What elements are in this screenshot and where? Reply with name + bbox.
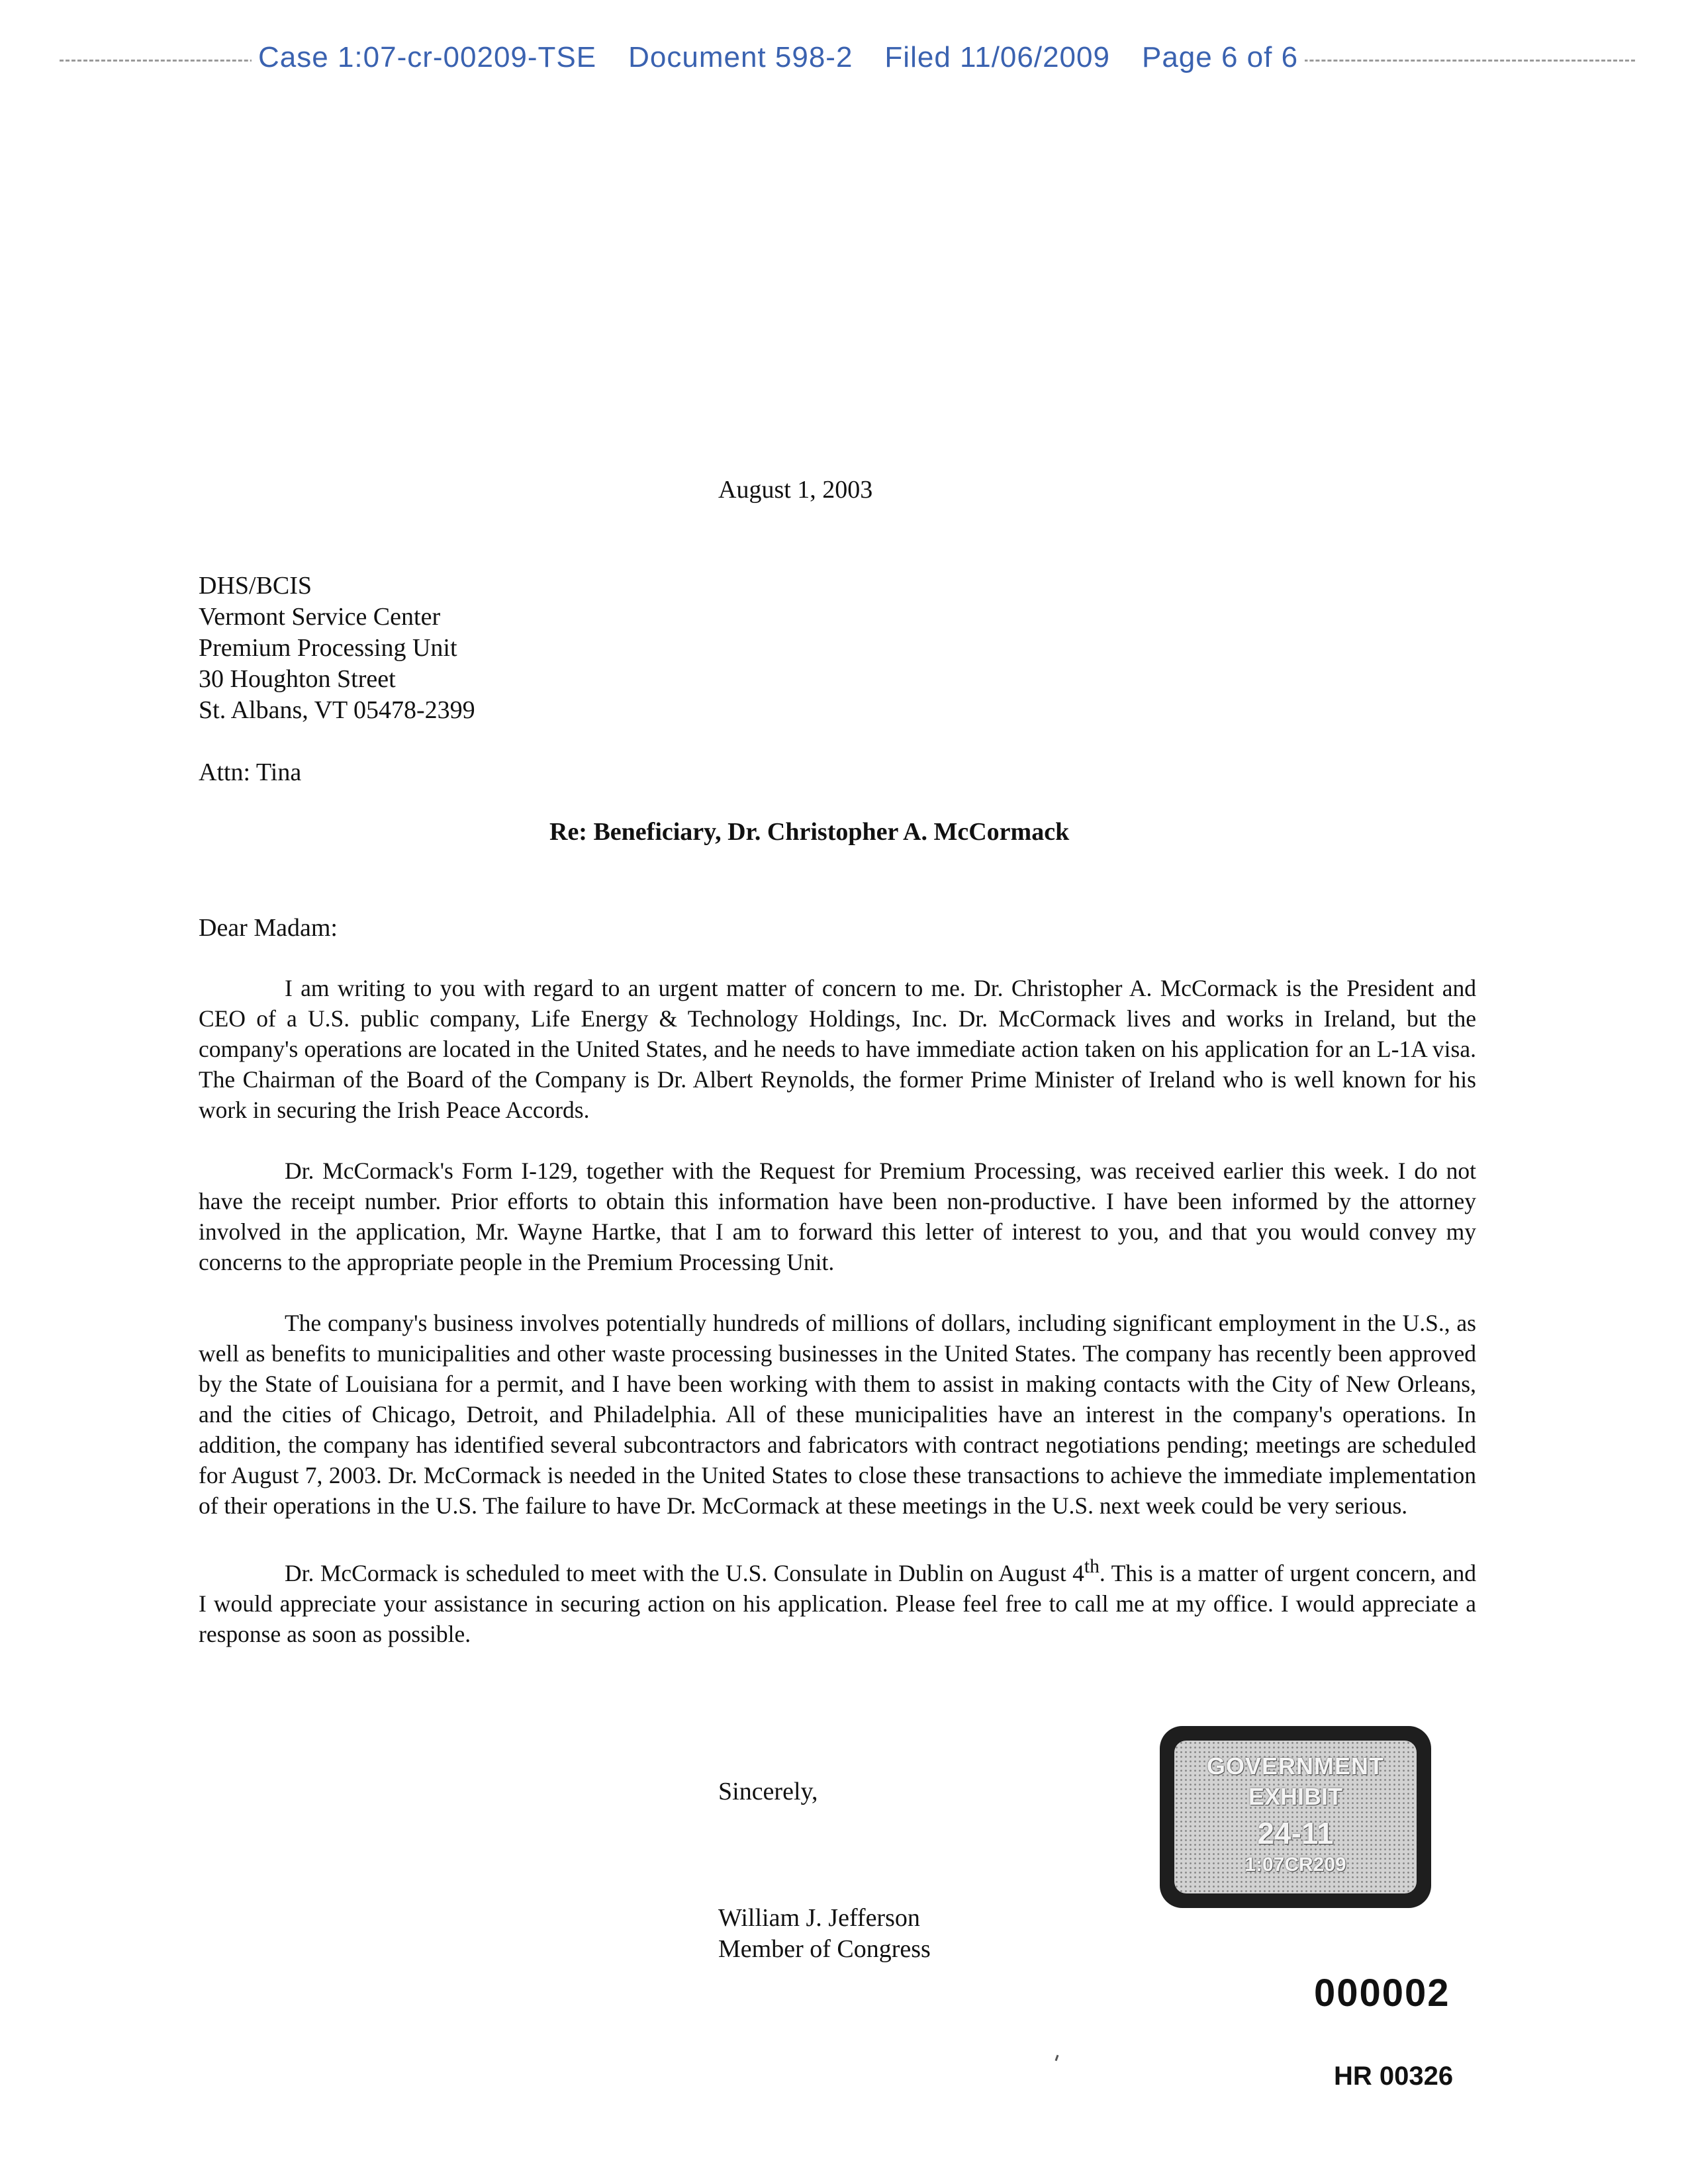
stamp-case-number: 1:07CR209 [1244,1854,1346,1876]
document-number: Document 598-2 [628,41,853,73]
address-line: DHS/BCIS [199,572,312,600]
signer-title: Member of Congress [718,1935,931,1963]
recipient-address [199,570,475,726]
subject-line: Re: Beneficiary, Dr. Christopher A. McCormack [549,818,1070,846]
case-number: Case 1:07-cr-00209-TSE [258,41,597,73]
attention-line: Attn: Tina [199,758,302,786]
address-line: Premium Processing Unit [199,634,457,662]
address-line: Vermont Service Center [199,603,441,631]
stamp-exhibit-number: 24-11 [1257,1816,1334,1850]
body-paragraph: Dr. McCormack's Form I-129, together with the Request for Premium Processing, was received earlier this week. I do not have the receipt number. Prior efforts to obtain this information have been non-productive. I have been informed by the attorney involved in the application, Mr. Wayne Hartke, that I am to forward this letter of interest to you, and that you would convey my concerns to the appropriate people in the Premium Processing Unit. [199,1158,1476,1275]
body-paragraph: The company's business involves potentially hundreds of millions of dollars, including significant employment in the U.S., as well as benefits to municipalities and other waste processing businesses in the United States. The company has recently been approved by the State of Louisiana for a permit, and I have been working with them to assist in making contacts with the City of New Orleans, and the cities of Chicago, Detroit, and Philadelphia. All of these municipalities have an interest in the company's operations. In addition, the company has identified several subcontractors and fabricators with contract negotiations pending; meetings are scheduled for August 7, 2003. Dr. McCormack is needed in the United States to close these transactions to achieve the immediate implementation of their operations in the U.S. The failure to have Dr. McCormack at these meetings in the U.S. next week could be very serious. [199,1310,1476,1519]
letter-date: August 1, 2003 [718,476,873,504]
signature-block [718,1903,931,1965]
court-filing-header [0,41,1688,81]
bates-number: HR 00326 [1334,2062,1454,2091]
page-indicator: Page 6 of 6 [1141,41,1299,73]
stamp-line: GOVERNMENT [1206,1752,1384,1780]
letter-body [199,973,1476,1680]
final-paragraph-end: . This is a matter of urgent concern, and I would appreciate your assistance in securing action on his application. Please feel free to call me at my office. I would appreciate a response as soon as possible. [199,1559,1476,1647]
scan-speck [1055,2055,1059,2061]
government-exhibit-stamp [1160,1726,1431,1908]
header-text [252,41,1305,74]
stamp-face [1174,1741,1417,1893]
final-paragraph-start: Dr. McCormack is scheduled to meet with the U.S. Consulate in Dublin on August 4 [285,1559,1084,1586]
address-line: St. Albans, VT 05478-2399 [199,696,475,724]
document-control-number: 000002 [1314,1972,1450,2015]
body-paragraph: I am writing to you with regard to an urgent matter of concern to me. Dr. Christopher A. McCormack is the President and CEO of a U.S. public company, Life Energy & Technology Holdings, Inc. Dr. McCormack lives and works in Ireland, but the company's operations are located in the United States, and he needs to have immediate action taken on his application for an L-1A visa. The Chairman of the Board of the Company is Dr. Albert Reynolds, the former Prime Minister of Ireland who is well known for his work in securing the Irish Peace Accords. [199,975,1476,1123]
signer-name: William J. Jefferson [718,1904,920,1932]
stamp-line: EXHIBIT [1248,1783,1342,1810]
filed-date: Filed 11/06/2009 [884,41,1110,73]
ordinal-suffix: th [1084,1556,1100,1577]
closing: Sincerely, [718,1778,818,1805]
body-paragraph-final [199,1551,1476,1649]
address-line: 30 Houghton Street [199,665,396,693]
salutation: Dear Madam: [199,914,338,942]
